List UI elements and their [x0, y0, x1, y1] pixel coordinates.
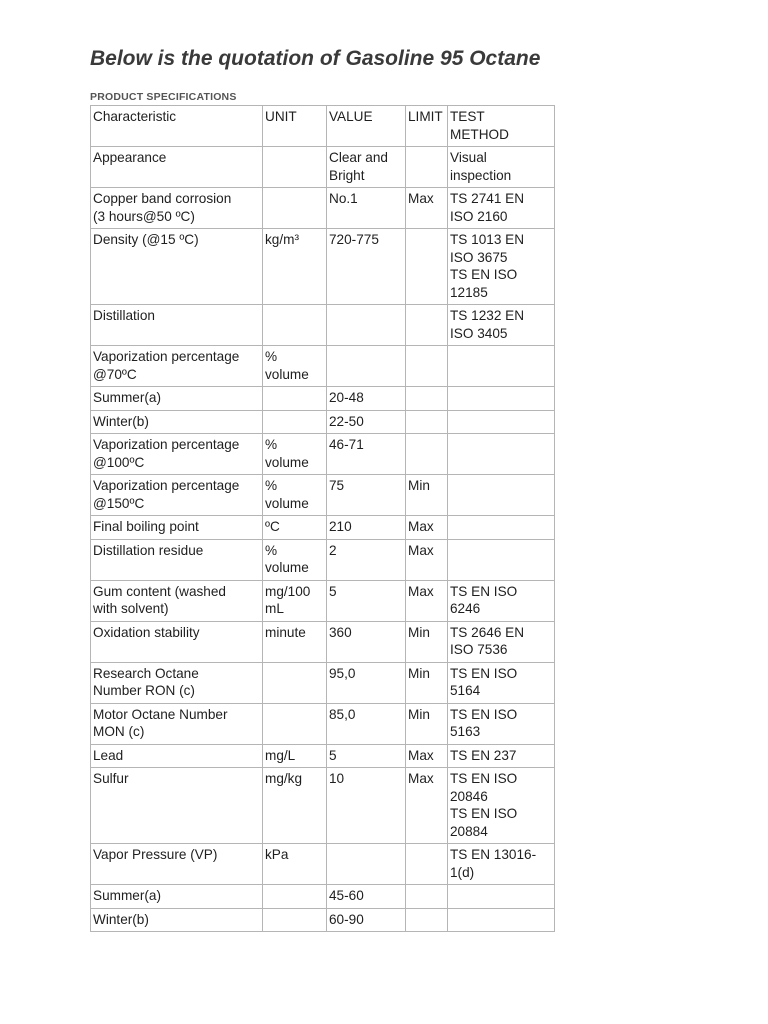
cell-text: volume [265, 454, 309, 470]
cell-unit [263, 188, 327, 229]
cell-test-method [448, 580, 555, 621]
cell-limit [406, 621, 448, 662]
cell-value [327, 580, 406, 621]
cell-text: @100ºC [93, 454, 145, 470]
table-row [91, 147, 555, 188]
cell-text: 5164 [450, 683, 481, 698]
cell-unit [263, 703, 327, 744]
cell-test-method [448, 188, 555, 229]
cell-characteristic [91, 580, 263, 621]
cell-text: Appearance [93, 150, 167, 165]
cell-limit [406, 703, 448, 744]
cell-limit [406, 475, 448, 516]
cell-text: volume [265, 495, 309, 511]
cell-text: 20-48 [329, 390, 364, 405]
cell-text: Vapor Pressure (VP) [93, 847, 218, 862]
cell-characteristic [91, 475, 263, 516]
cell-text: @150ºC [93, 495, 145, 511]
header-characteristic [91, 106, 263, 147]
cell-text: TS 1232 EN [450, 308, 525, 323]
cell-text: 5 [329, 747, 337, 763]
cell-unit [263, 580, 327, 621]
cell-test-method [448, 662, 555, 703]
cell-text: Number RON (c) [93, 683, 195, 698]
cell-limit [406, 662, 448, 703]
cell-text: 45-60 [329, 888, 364, 903]
cell-test-method [448, 410, 555, 434]
cell-text: Visual [450, 150, 487, 165]
cell-limit [406, 305, 448, 346]
cell-text: Max [408, 771, 434, 786]
cell-text: 210 [329, 519, 352, 534]
cell-test-method [448, 305, 555, 346]
cell-text: Max [408, 583, 434, 599]
cell-value [327, 768, 406, 844]
cell-limit [406, 844, 448, 885]
header-limit [406, 106, 448, 147]
cell-text: Summer(a) [93, 390, 161, 405]
cell-text: Characteristic [93, 109, 177, 124]
cell-text: 2 [329, 542, 337, 558]
spec-table [90, 105, 555, 932]
cell-limit [406, 387, 448, 411]
table-row [91, 768, 555, 844]
cell-test-method [448, 621, 555, 662]
cell-unit [263, 434, 327, 475]
page-title: Below is the quotation of Gasoline 95 Octane [90, 47, 541, 70]
cell-text: mg/100 [265, 583, 311, 599]
cell-text: Vaporization percentage [93, 349, 240, 364]
cell-characteristic [91, 516, 263, 540]
cell-text: Lead [93, 747, 124, 763]
cell-text: Sulfur [93, 771, 129, 786]
cell-limit [406, 580, 448, 621]
cell-unit [263, 305, 327, 346]
cell-text: Oxidation stability [93, 624, 200, 640]
cell-text: TS EN ISO [450, 771, 518, 786]
table-row [91, 703, 555, 744]
cell-text: ISO 7536 [450, 642, 508, 657]
cell-text: % [265, 437, 278, 452]
cell-characteristic [91, 188, 263, 229]
cell-text: TS 2646 EN [450, 624, 525, 640]
cell-text: ISO 3405 [450, 325, 508, 341]
cell-text: Final boiling point [93, 519, 199, 534]
cell-text: Research Octane [93, 665, 199, 681]
header-value [327, 106, 406, 147]
cell-text: Min [408, 665, 430, 681]
cell-limit [406, 516, 448, 540]
table-row [91, 744, 555, 768]
cell-text: Motor Octane Number [93, 706, 228, 722]
cell-text: Min [408, 624, 430, 640]
cell-text: inspection [450, 167, 512, 183]
cell-text: Vaporization percentage [93, 437, 240, 452]
cell-limit [406, 744, 448, 768]
cell-unit [263, 229, 327, 305]
cell-text: 20884 [450, 823, 488, 839]
cell-text: TS EN ISO [450, 665, 518, 681]
cell-test-method [448, 516, 555, 540]
cell-characteristic [91, 147, 263, 188]
cell-text: TS 2741 EN [450, 191, 525, 206]
cell-limit [406, 539, 448, 580]
section-label: PRODUCT SPECIFICATIONS [90, 91, 237, 103]
cell-text: 720-775 [329, 232, 379, 247]
cell-value [327, 621, 406, 662]
header-test-method [448, 106, 555, 147]
table-row [91, 188, 555, 229]
cell-text: mg/kg [265, 771, 303, 786]
cell-text: Distillation [93, 308, 155, 323]
cell-text: Winter(b) [93, 911, 149, 927]
cell-text: UNIT [265, 109, 297, 124]
cell-characteristic [91, 885, 263, 909]
cell-characteristic [91, 908, 263, 932]
cell-characteristic [91, 410, 263, 434]
table-row [91, 662, 555, 703]
cell-value [327, 229, 406, 305]
cell-limit [406, 346, 448, 387]
cell-text: 46-71 [329, 437, 364, 452]
cell-text: kPa [265, 847, 289, 862]
cell-limit [406, 885, 448, 909]
cell-text: LIMIT [408, 109, 443, 124]
table-header-row [91, 106, 555, 147]
cell-text: ISO 2160 [450, 208, 508, 224]
cell-characteristic [91, 434, 263, 475]
cell-limit [406, 434, 448, 475]
cell-characteristic [91, 662, 263, 703]
cell-unit [263, 662, 327, 703]
cell-test-method [448, 885, 555, 909]
table-row [91, 908, 555, 932]
cell-text: 75 [329, 478, 345, 493]
cell-test-method [448, 229, 555, 305]
table-row [91, 475, 555, 516]
cell-test-method [448, 768, 555, 844]
cell-test-method [448, 539, 555, 580]
cell-value [327, 410, 406, 434]
cell-text: TS EN 237 [450, 747, 517, 763]
cell-text: MON (c) [93, 724, 145, 739]
cell-unit [263, 885, 327, 909]
cell-unit [263, 475, 327, 516]
table-row [91, 346, 555, 387]
cell-limit [406, 410, 448, 434]
cell-text: 5 [329, 583, 337, 599]
cell-text: 10 [329, 771, 345, 786]
cell-unit [263, 908, 327, 932]
cell-text: 360 [329, 624, 352, 640]
cell-value [327, 539, 406, 580]
cell-unit [263, 410, 327, 434]
cell-text: 20846 [450, 788, 488, 804]
cell-unit [263, 621, 327, 662]
cell-value [327, 387, 406, 411]
cell-unit [263, 539, 327, 580]
cell-characteristic [91, 539, 263, 580]
cell-text: Max [408, 747, 434, 763]
cell-text: Min [408, 478, 430, 493]
cell-value [327, 744, 406, 768]
cell-test-method [448, 147, 555, 188]
cell-text: TS 1013 EN [450, 232, 525, 247]
cell-text: 95,0 [329, 665, 356, 681]
cell-text: No.1 [329, 191, 358, 206]
cell-text: 6246 [450, 601, 481, 616]
cell-text: % [265, 478, 278, 493]
cell-text: 22-50 [329, 413, 364, 429]
cell-text: (3 hours@50 ºC) [93, 208, 195, 224]
cell-value [327, 147, 406, 188]
cell-unit [263, 744, 327, 768]
cell-text: Gum content (washed [93, 583, 226, 599]
cell-test-method [448, 387, 555, 411]
cell-text: Winter(b) [93, 413, 149, 429]
cell-characteristic [91, 346, 263, 387]
cell-text: 1(d) [450, 864, 475, 880]
cell-text: 85,0 [329, 706, 356, 722]
cell-text: Min [408, 706, 430, 722]
cell-value [327, 516, 406, 540]
cell-text: Vaporization percentage [93, 478, 240, 493]
cell-text: Copper band corrosion [93, 191, 232, 206]
cell-limit [406, 188, 448, 229]
cell-text: TS EN 13016- [450, 847, 537, 862]
cell-text: minute [265, 624, 306, 640]
cell-value [327, 703, 406, 744]
cell-unit [263, 516, 327, 540]
cell-limit [406, 908, 448, 932]
cell-test-method [448, 434, 555, 475]
cell-unit [263, 844, 327, 885]
cell-text: kg/m³ [265, 232, 299, 247]
table-row [91, 516, 555, 540]
cell-limit [406, 768, 448, 844]
table-row [91, 410, 555, 434]
table-row [91, 885, 555, 909]
cell-limit [406, 229, 448, 305]
cell-text: % [265, 542, 278, 558]
cell-value [327, 346, 406, 387]
cell-value [327, 844, 406, 885]
table-row [91, 621, 555, 662]
cell-value [327, 475, 406, 516]
cell-text: mg/L [265, 747, 296, 763]
cell-text: % [265, 349, 278, 364]
cell-text: TS EN ISO [450, 806, 518, 821]
cell-text: 60-90 [329, 911, 364, 927]
cell-text: Distillation residue [93, 542, 204, 558]
cell-text: Clear and [329, 150, 388, 165]
cell-characteristic [91, 768, 263, 844]
cell-limit [406, 147, 448, 188]
cell-text: TEST [450, 109, 485, 124]
cell-characteristic [91, 229, 263, 305]
cell-test-method [448, 475, 555, 516]
cell-test-method [448, 908, 555, 932]
cell-text: mL [265, 601, 284, 616]
cell-text: TS EN ISO [450, 706, 518, 722]
cell-text: volume [265, 560, 309, 575]
cell-text: Max [408, 542, 434, 558]
cell-characteristic [91, 703, 263, 744]
table-row [91, 539, 555, 580]
cell-characteristic [91, 387, 263, 411]
cell-value [327, 434, 406, 475]
cell-text: @70ºC [93, 366, 137, 382]
cell-value [327, 885, 406, 909]
table-row [91, 387, 555, 411]
cell-value [327, 188, 406, 229]
cell-test-method [448, 346, 555, 387]
cell-text: Max [408, 519, 434, 534]
cell-test-method [448, 844, 555, 885]
cell-value [327, 662, 406, 703]
cell-test-method [448, 703, 555, 744]
cell-unit [263, 346, 327, 387]
cell-characteristic [91, 744, 263, 768]
cell-text: VALUE [329, 109, 373, 124]
cell-unit [263, 768, 327, 844]
table-row [91, 844, 555, 885]
cell-characteristic [91, 621, 263, 662]
cell-text: Max [408, 191, 434, 206]
cell-text: TS EN ISO [450, 583, 518, 599]
cell-characteristic [91, 844, 263, 885]
cell-text: ºC [265, 519, 280, 534]
table-row [91, 305, 555, 346]
cell-text: Density (@15 ºC) [93, 232, 199, 247]
cell-text: Bright [329, 167, 365, 183]
table-row [91, 434, 555, 475]
cell-unit [263, 387, 327, 411]
cell-text: 12185 [450, 284, 488, 300]
cell-text: volume [265, 366, 309, 382]
cell-characteristic [91, 305, 263, 346]
cell-text: 5163 [450, 724, 481, 739]
cell-value [327, 305, 406, 346]
cell-value [327, 908, 406, 932]
cell-test-method [448, 744, 555, 768]
header-unit [263, 106, 327, 147]
cell-text: ISO 3675 [450, 249, 508, 265]
table-row [91, 580, 555, 621]
cell-text: METHOD [450, 126, 509, 142]
table-row [91, 229, 555, 305]
cell-unit [263, 147, 327, 188]
cell-text: Summer(a) [93, 888, 161, 903]
cell-text: TS EN ISO [450, 267, 518, 282]
cell-text: with solvent) [93, 601, 169, 616]
